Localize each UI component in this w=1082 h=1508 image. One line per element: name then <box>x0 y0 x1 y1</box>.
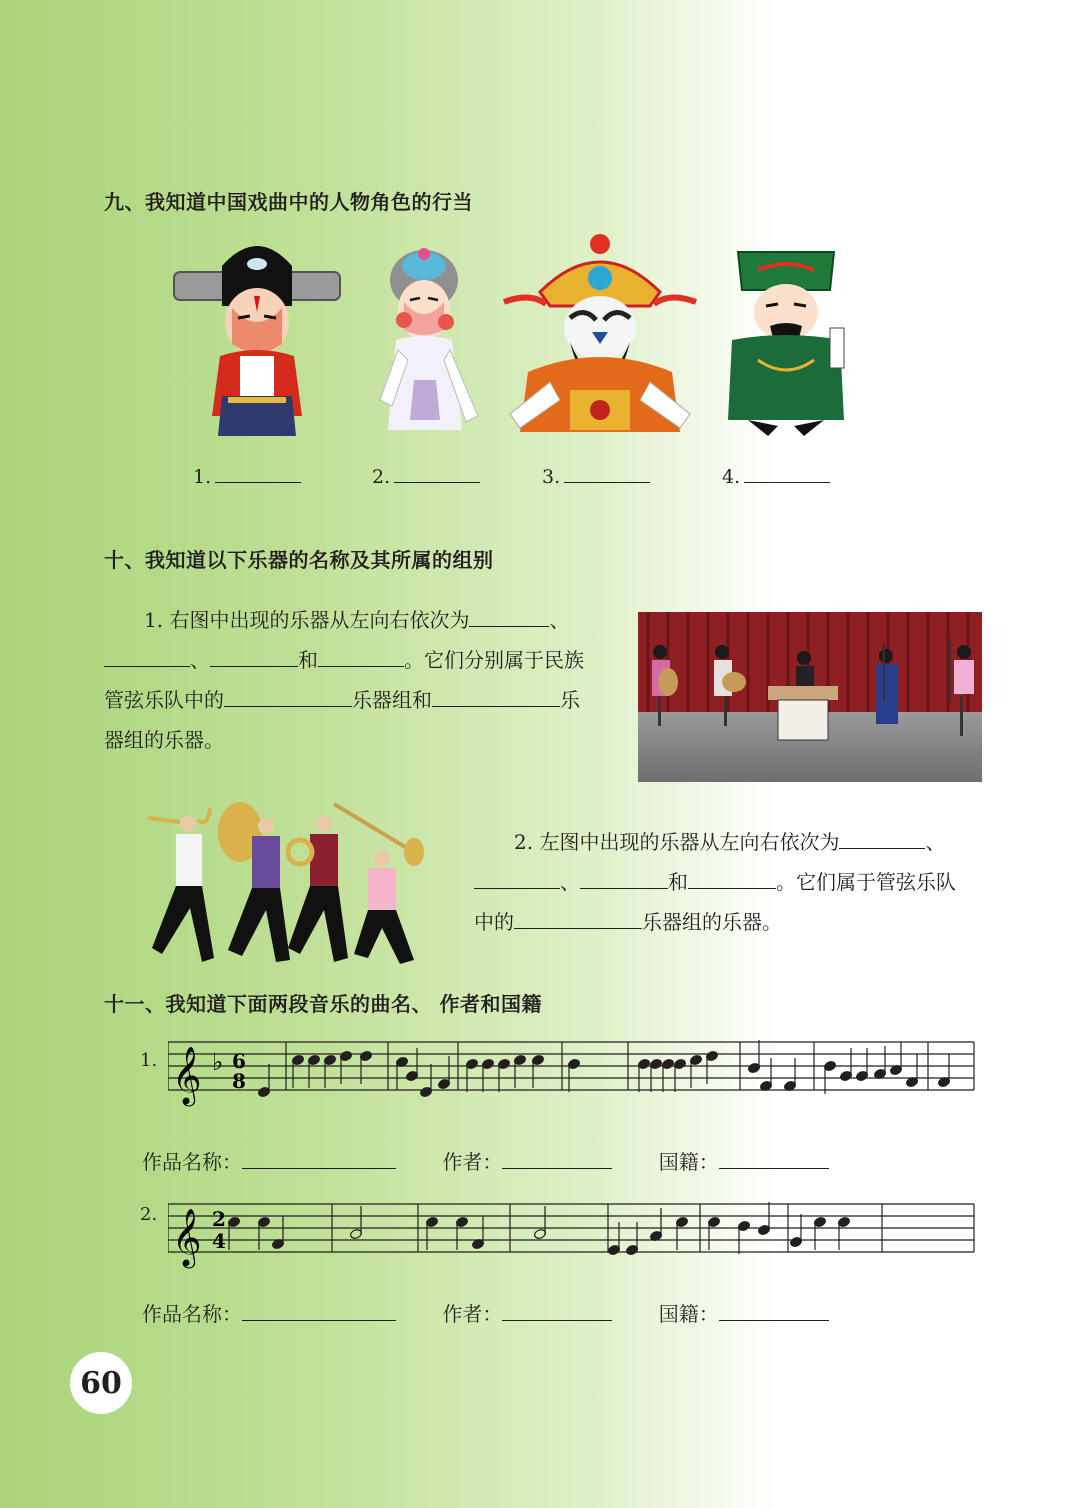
piece-1-meta: 作品名称： 作者： 国籍： <box>142 1146 829 1175</box>
svg-text:8: 8 <box>232 1069 246 1093</box>
blank[interactable] <box>514 908 642 929</box>
blank[interactable] <box>215 462 301 483</box>
role-answer-2[interactable]: 2. <box>372 462 480 488</box>
role-answer-3[interactable]: 3. <box>542 462 650 488</box>
svg-text:2: 2 <box>212 1207 226 1231</box>
blank[interactable] <box>210 646 298 667</box>
blank[interactable] <box>744 462 830 483</box>
piece-1-number: 1. <box>140 1050 158 1071</box>
opera-figure-1 <box>172 236 342 442</box>
blank[interactable] <box>318 646 404 667</box>
piece-2-number: 2. <box>140 1204 158 1225</box>
piece-2-meta: 作品名称： 作者： 国籍： <box>142 1298 829 1327</box>
blank[interactable] <box>719 1300 829 1321</box>
blank[interactable] <box>242 1148 396 1169</box>
treble-clef-icon: 𝄞 <box>172 1208 202 1266</box>
section9-title: 九、我知道中国戏曲中的人物角色的行当 <box>104 190 473 214</box>
opera-figure-2 <box>374 240 486 442</box>
svg-text:6: 6 <box>232 1049 246 1073</box>
treble-clef-icon: 𝄞 <box>172 1046 202 1104</box>
staff-piece-1 <box>168 1030 976 1112</box>
flat-icon: ♭ <box>212 1048 224 1076</box>
blank[interactable] <box>242 1300 396 1321</box>
question-1-text: 1. 右图中出现的乐器从左向右依次为 、 、 和 。它们分别属于民族 管弦乐队中的 乐器组和 乐 器组的乐器。 <box>104 608 584 752</box>
opera-figure-4 <box>718 240 854 436</box>
blank[interactable] <box>564 462 650 483</box>
staff-piece-2 <box>168 1192 976 1274</box>
chinese-ensemble-photo <box>638 612 982 782</box>
blank[interactable] <box>719 1148 829 1169</box>
blank[interactable] <box>104 646 190 667</box>
blank[interactable] <box>394 462 480 483</box>
blank[interactable] <box>224 686 352 707</box>
section10-title: 十、我知道以下乐器的名称及其所属的组别 <box>104 548 494 572</box>
blank[interactable] <box>688 868 776 889</box>
section11-title: 十一、我知道下面两段音乐的曲名、 作者和国籍 <box>104 992 542 1016</box>
blank[interactable] <box>474 868 560 889</box>
svg-text:4: 4 <box>212 1229 226 1253</box>
blank[interactable] <box>432 686 560 707</box>
role-answer-1[interactable]: 1. <box>193 462 301 488</box>
blank[interactable] <box>580 868 668 889</box>
role-answer-4[interactable]: 4. <box>722 462 830 488</box>
blank[interactable] <box>469 606 549 627</box>
opera-figure-3 <box>500 232 700 442</box>
question-2-text: 2. 左图中出现的乐器从左向右依次为 、 、 和 。它们属于管弦乐队 中的 乐器组的乐器。 <box>474 830 956 934</box>
blank[interactable] <box>502 1148 612 1169</box>
blank[interactable] <box>839 828 925 849</box>
brass-players-photo <box>124 798 428 968</box>
page-number: 60 <box>70 1352 132 1414</box>
blank[interactable] <box>502 1300 612 1321</box>
